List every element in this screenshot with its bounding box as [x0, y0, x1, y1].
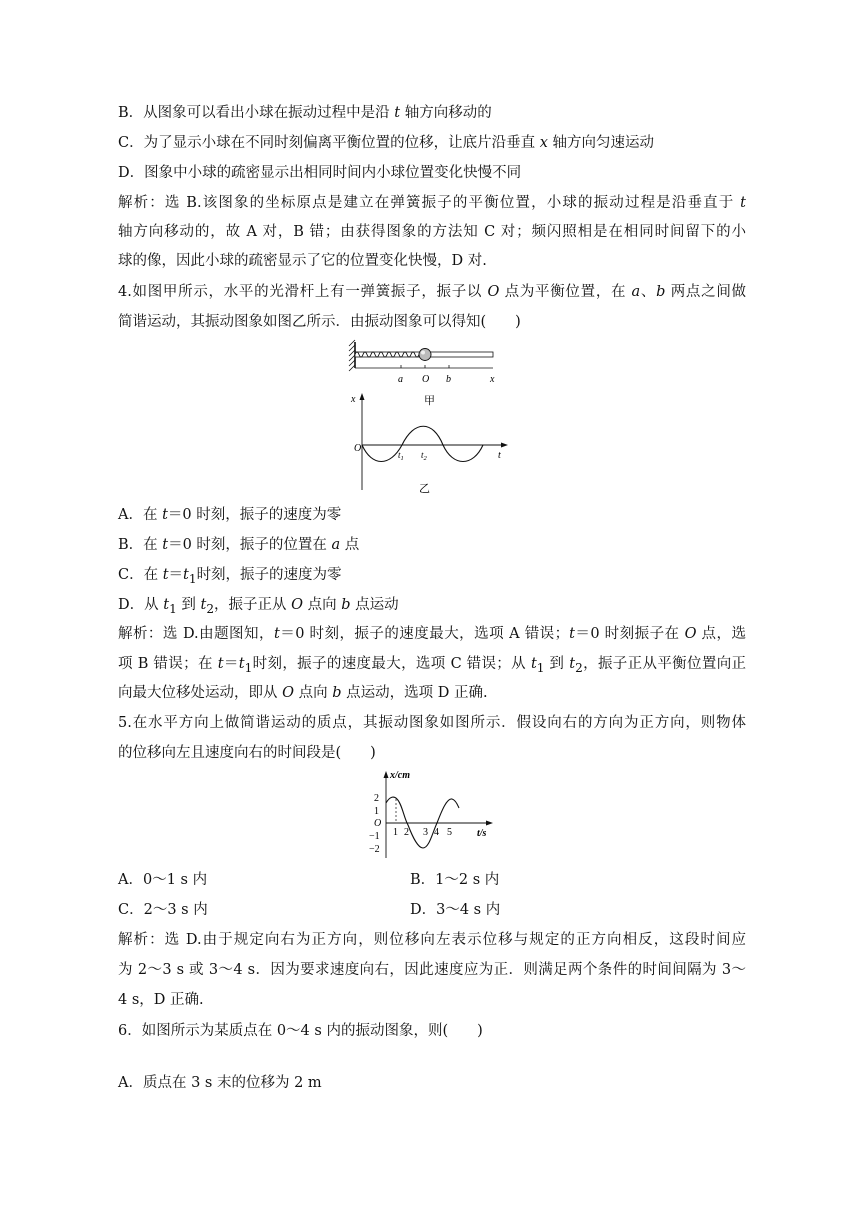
- q5-stem-line1: 5.在水平方向上做简谐运动的质点，其振动图象如图所示．假设向右的方向为正方向，则物体: [118, 715, 746, 731]
- figure-a-label-o: O: [422, 374, 430, 385]
- figure-b-t1: $t_1$: [398, 450, 404, 462]
- figure-b-origin: O: [354, 443, 362, 454]
- q3-option-c: C．为了显示小球在不同时刻偏离平衡位置的位移，让底片沿垂直 x 轴方向匀速运动: [118, 135, 654, 151]
- figure-a-caption: 甲: [424, 395, 435, 407]
- figure-q5-vibration-graph: [360, 768, 510, 860]
- figure-a-label-b: b: [446, 374, 451, 385]
- figure-b-caption: 乙: [419, 483, 430, 495]
- figure-a-label-a: a: [398, 374, 403, 385]
- figure-q5-x-label: t/s: [477, 828, 487, 839]
- q3-option-d: D．图象中小球的疏密显示出相同时间内小球位置变化快慢不同: [118, 165, 522, 181]
- q4-solution-line3: 向最大位移处运动，即从 O 点向 b 点运动，选项 D 正确.: [118, 685, 488, 701]
- figure-q5-x-tick-1: 1: [393, 827, 398, 838]
- figure-q5-y-tick-neg2: −2: [369, 844, 380, 855]
- q5-solution-line3: 4 s，D 正确.: [118, 992, 204, 1008]
- q5-stem-line2: 的位移向左且速度向右的时间段是( ): [118, 745, 376, 761]
- figure-q5-origin: O: [374, 818, 382, 829]
- figure-q5-y-label: x/cm: [390, 770, 410, 781]
- q5-solution-line2: 为 2～3 s 或 3～4 s．因为要求速度向右，因此速度应为正．则满足两个条件的时间间隔为 3～: [118, 962, 746, 978]
- q4-solution-line2: 项 B 错误；在 $t=t_1$时刻，振子的速度最大，选项 C 错误；从 $t_1$ 到 $t_2$，振子正从平衡位置向正: [118, 656, 747, 675]
- q4-stem-line2: 简谐运动，其振动图象如图乙所示．由振动图象可以得知( ): [118, 314, 521, 330]
- figure-q5-y-tick-neg1: −1: [369, 831, 380, 842]
- q3-option-b: B．从图象可以看出小球在振动过程中是沿 t 轴方向移动的: [118, 105, 492, 121]
- q5-option-b: B．1～2 s 内: [410, 872, 500, 888]
- figure-q5-x-tick-5: 5: [447, 827, 452, 838]
- q5-solution-line1: 解析：选 D.由于规定向右为正方向，则位移向左表示位移与规定的正方向相反，这段时间应: [118, 932, 746, 948]
- q6-option-a: A．质点在 3 s 末的位移为 2 m: [118, 1075, 322, 1091]
- figure-q5-x-tick-2: 2: [404, 827, 409, 838]
- q3-solution-line1: 解析：选 B.该图象的坐标原点是建立在弹簧振子的平衡位置，小球的振动过程是沿垂直于 t: [118, 195, 746, 211]
- q4-option-a: A．在 t＝0 时刻，振子的速度为零: [118, 507, 342, 523]
- q4-option-c: C．在 $t=t_1$时刻，振子的速度为零: [118, 567, 342, 586]
- figure-q5-y-tick-2: 2: [374, 793, 379, 804]
- figure-b-x-axis-label: t: [498, 450, 501, 461]
- q5-option-d: D．3～4 s 内: [410, 902, 501, 918]
- q5-option-a: A．0～1 s 内: [118, 872, 208, 888]
- q4-solution-line1: 解析：选 D.由题图知，t＝0 时刻，振子的速度最大，选项 A 错误；t＝0 时刻振子在 O 点，选: [118, 626, 746, 642]
- q5-option-c: C．2～3 s 内: [118, 902, 208, 918]
- figure-q5-x-tick-4: 4: [434, 827, 439, 838]
- figure-vibration-graph-b: [345, 390, 515, 500]
- q4-option-d: D．从 $t_1$ 到 $t_2$，振子正从 O 点向 b 点运动: [118, 597, 399, 616]
- q3-solution-line2: 轴方向移动的，故 A 对，B 错；由获得图象的方法知 C 对；频闪照相是在相同时间留下的小: [118, 224, 746, 240]
- q4-stem-line1: 4.如图甲所示，水平的光滑杆上有一弹簧振子，振子以 O 点为平衡位置，在 a、b 两点之间做: [118, 284, 747, 300]
- figure-b-t2: $t_2$: [421, 450, 427, 462]
- figure-b-y-axis-label: x: [351, 394, 356, 405]
- figure-a-label-x: x: [490, 374, 495, 385]
- q6-stem: 6．如图所示为某质点在 0～4 s 内的振动图象，则( ): [118, 1023, 483, 1039]
- q4-option-b: B．在 t＝0 时刻，振子的位置在 a 点: [118, 537, 360, 553]
- figure-q5-x-tick-3: 3: [423, 827, 428, 838]
- figure-q5-y-tick-1: 1: [374, 806, 379, 817]
- q3-solution-line3: 球的像，因此小球的疏密显示了它的位置变化快慢，D 对.: [118, 253, 487, 269]
